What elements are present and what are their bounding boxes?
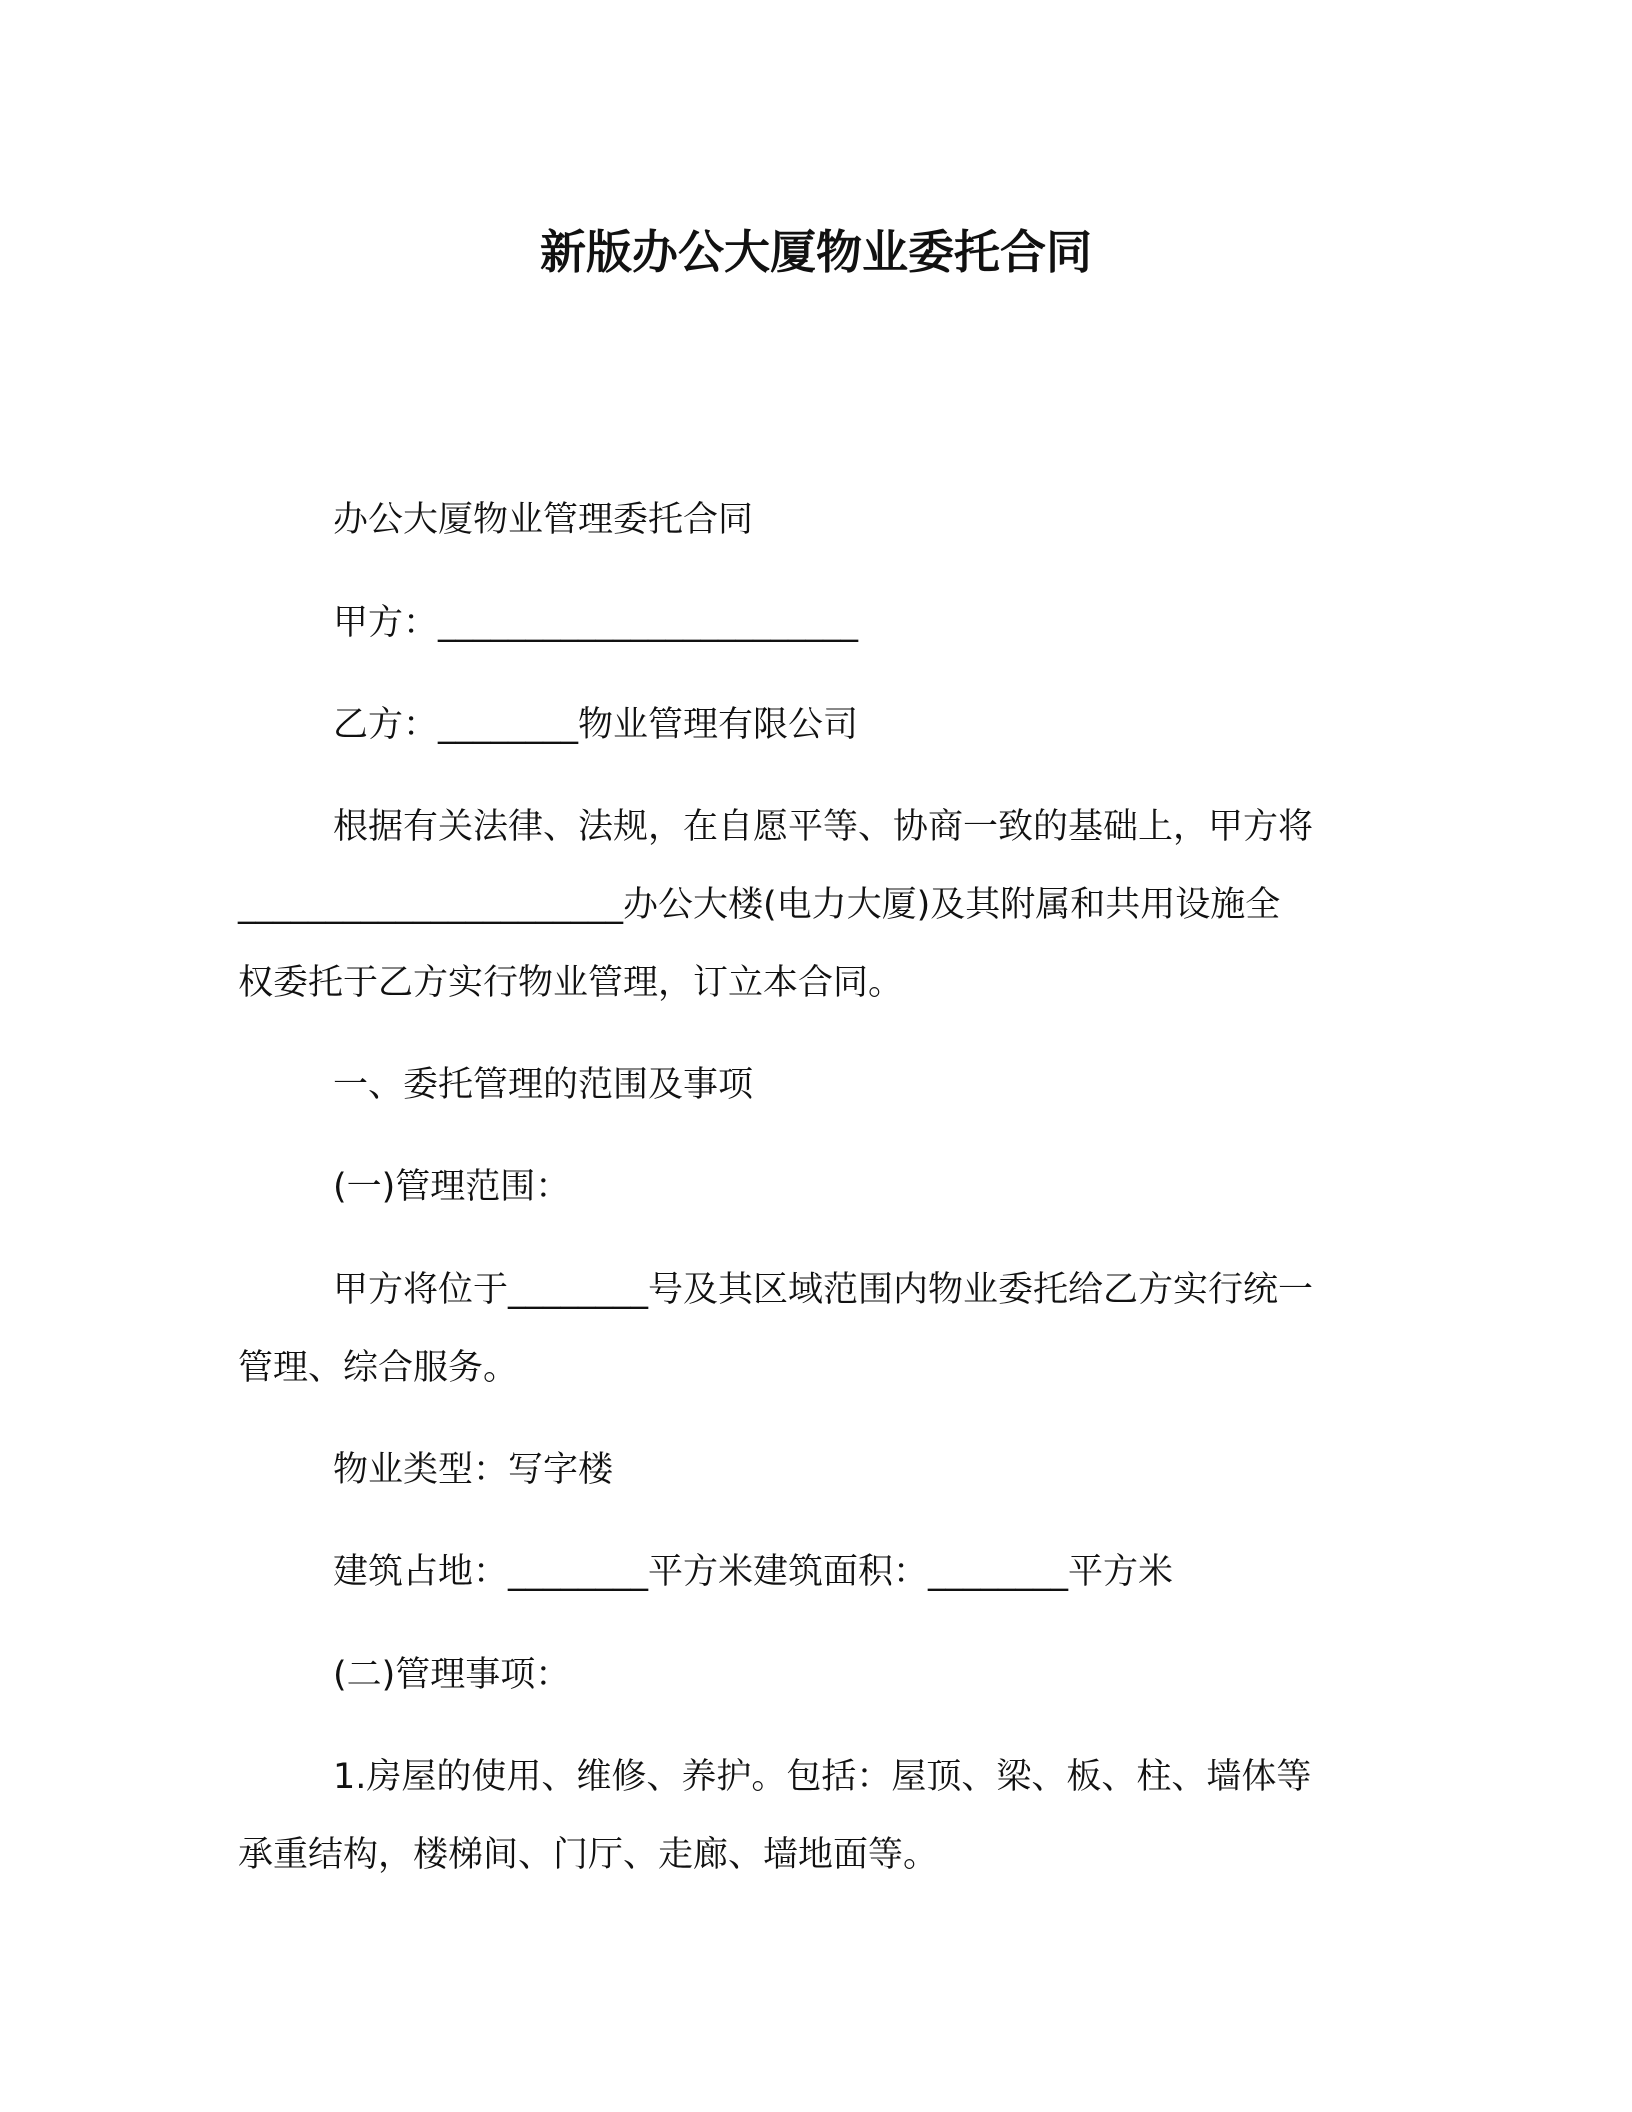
- subsection-matters: (二)管理事项：: [333, 1655, 571, 1695]
- subsection-scope: (一)管理范围：: [333, 1167, 571, 1207]
- preamble-line-3: 权委托于乙方实行物业管理，订立本合同。: [238, 963, 904, 1003]
- scope-text-line-1: 甲方将位于________号及其区域范围内物业委托给乙方实行统一: [333, 1270, 1314, 1310]
- item-1-line-1: 1.房屋的使用、维修、养护。包括：屋顶、梁、板、柱、墙体等: [333, 1757, 1312, 1797]
- document-title: 新版办公大厦物业委托合同: [540, 225, 1092, 279]
- contract-subtitle: 办公大厦物业管理委托合同: [333, 500, 754, 540]
- preamble-line-1: 根据有关法律、法规，在自愿平等、协商一致的基础上，甲方将: [333, 807, 1314, 847]
- party-b-line: 乙方：________物业管理有限公司: [333, 705, 859, 745]
- section-heading-1: 一、委托管理的范围及事项: [333, 1065, 754, 1105]
- building-area-line: 建筑占地：________平方米建筑面积：________平方米: [333, 1552, 1174, 1592]
- party-a-line: 甲方：________________________: [333, 603, 859, 643]
- item-1-line-2: 承重结构，楼梯间、门厅、走廊、墙地面等。: [238, 1835, 939, 1875]
- scope-text-line-2: 管理、综合服务。: [238, 1348, 519, 1388]
- property-type-line: 物业类型：写字楼: [333, 1450, 614, 1490]
- preamble-line-2: ______________________办公大楼(电力大厦)及其附属和共用设施全: [238, 885, 1281, 925]
